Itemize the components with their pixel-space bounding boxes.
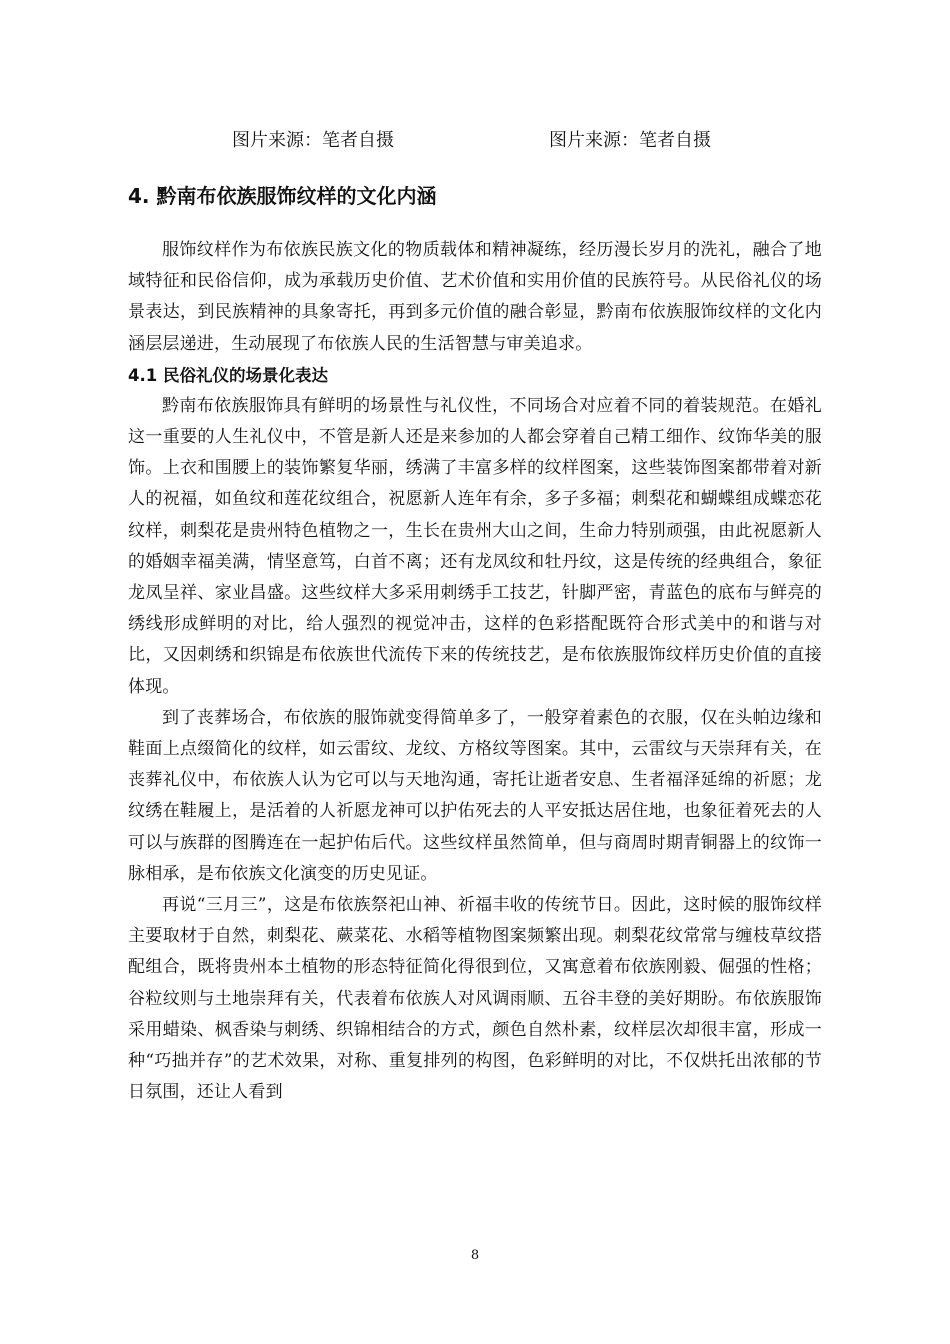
- subsection-heading: 4.1 民俗礼仪的场景化表达: [128, 365, 328, 385]
- body-paragraph-funeral: 到了丧葬场合，布依族的服饰就变得简单多了，一般穿着素色的衣服，仅在头帕边缘和鞋面上点缀简化的纹样，如云雷纹、龙纹、方格纹等图案。其中，云雷纹与天崇拜有关，在丧葬礼仪中，布依族人认为它可以与天地沟通，寄托让逝者安息、生者福泽延绵的祈愿；龙纹绣在鞋履上，是活着的人祈愿龙神可以护佑死去的人平安抵达居住地，也象征着死去的人可以与族群的图腾连在一起护佑后代。这些纹样虽然简单，但与商周时期青铜器上的纹饰一脉相承，是布依族文化演变的历史见证。: [128, 707, 822, 884]
- figure-caption-left: 图片来源：笔者自摄: [232, 130, 394, 151]
- main-content: [128, 176, 822, 1108]
- body-paragraph-festival: 再说“三月三”，这是布依族祭祀山神、祈福丰收的传统节日。因此，这时候的服饰纹样主要取材于自然，刺梨花、蕨菜花、水稻等植物图案频繁出现。刺梨花纹常常与缠枝草纹搭配组合，既将贵州本土植物的形态特征简化得很到位，又寓意着布依族刚毅、倔强的性格；谷粒纹则与土地崇拜有关，代表着布依族人对风调雨顺、五谷丰登的美好期盼。布依族服饰采用蜡染、枫香染与刺绣、织锦相结合的方式，颜色自然朴素，纹样层次却很丰富，形成一种“巧拙并存”的艺术效果，对称、重复排列的构图，色彩鲜明的对比，不仅烘托出浓郁的节日氛围，还让人看到: [128, 895, 822, 1103]
- section-heading: 4. 黔南布依族服饰纹样的文化内涵: [128, 184, 437, 208]
- body-paragraph-wedding: 黔南布依族服饰具有鲜明的场景性与礼仪性，不同场合对应着不同的着装规范。在婚礼这一重要的人生礼仪中，不管是新人还是来参加的人都会穿着自己精工细作、纹饰华美的服饰。上衣和围腰上的装饰繁复华丽，绣满了丰富多样的纹样图案，这些装饰图案都带着对新人的祝福，如鱼纹和莲花纹组合，祝愿新人连年有余，多子多福；刺梨花和蝴蝶组成蝶恋花纹样，刺梨花是贵州特色植物之一，生长在贵州大山之间，生命力特别顽强，由此祝愿新人的婚姻幸福美满，情坚意笃，白首不离；还有龙凤纹和牡丹纹，这是传统的经典组合，象征龙凤呈祥、家业昌盛。这些纹样大多采用刺绣手工技艺，针脚严密，青蓝色的底布与鲜亮的绣线形成鲜明的对比，给人强烈的视觉冲击，这样的色彩搭配既符合形式美中的和谐与对比，又因刺绣和织锦是布依族世代流传下来的传统技艺，是布依族服饰纹样历史价值的直接体现。: [128, 395, 822, 697]
- figure-captions: [0, 126, 950, 156]
- figure-caption-right: 图片来源：笔者自摄: [549, 130, 711, 151]
- section-intro-paragraph: 服饰纹样作为布依族民族文化的物质载体和精神凝练，经历漫长岁月的洗礼，融合了地域特征和民俗信仰，成为承载历史价值、艺术价值和实用价值的民族符号。从民俗礼仪的场景表达，到民族精神的具象寄托，再到多元价值的融合彰显，黔南布依族服饰纹样的文化内涵层层递进，生动展现了布依族人民的生活智慧与审美追求。: [128, 240, 822, 354]
- page-number: 8: [470, 1248, 480, 1263]
